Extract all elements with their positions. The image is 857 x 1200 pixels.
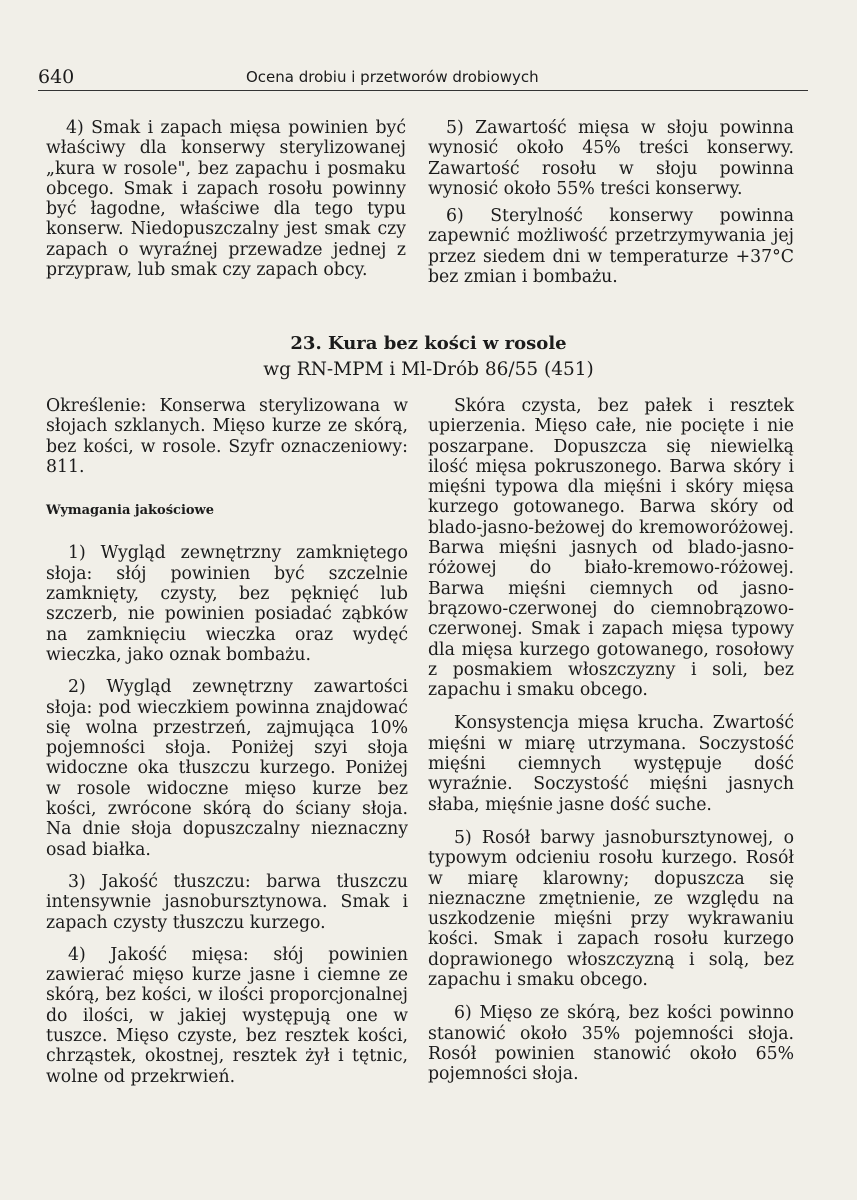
- page-header: [38, 62, 808, 91]
- requirement-4: 4) Jakość mięsa: słój powinien zawierać mięso kurze jasne i ciemne ze skórą, bez kości, w ilości proporcjonalnej do ilości, w jakiej występują one w tuszce. Mięso czyste, bez resztek kości, chrząstek, okostnej, resztek żył i tętnic, wolne od przekrwień.: [46, 944, 408, 1087]
- right-column-main: [428, 396, 794, 1085]
- section-subtitle: wg RN-MPM i Ml-Drób 86/55 (451): [263, 359, 594, 380]
- paragraph-sterility: 6) Sterylność konserwy powinna zapewnić możliwość przetrzymywania jej przez siedem dni w temperaturze +37°C bez zmian i bombażu.: [428, 206, 794, 288]
- running-title: Ocena drobiu i przetworów drobiowych: [246, 68, 539, 86]
- requirement-5: 5) Rosół barwy jasnobursztynowej, o typowym odcieniu rosołu kurzego. Rosół w miarę klarowny; dopuszcza się nieznaczne zmętnienie, ze względu na uszkodzenie mięśni przy wykrawaniu kości. Smak i zapach rosołu kurzego doprawionego włoszczyzną i solą, bez zapachu i smaku obcego.: [428, 827, 794, 991]
- left-column-main: [46, 396, 408, 1087]
- left-column-top: [46, 118, 406, 280]
- requirement-6: 6) Mięso ze skórą, bez kości powinno stanowić około 35% pojemności słoja. Rosół powinien stanowić około 65% pojemności słoja.: [428, 1003, 794, 1085]
- right-column-top: [428, 118, 794, 287]
- definition-paragraph: Określenie: Konserwa sterylizowana w słojach szklanych. Mięso kurze ze skórą, bez kości, w rosole. Szyfr oznaczeniowy: 811.: [46, 396, 408, 477]
- requirement-2: 2) Wygląd zewnętrzny zawartości słoja: pod wieczkiem powinna znajdować się wolna przestrzeń, zajmująca 10% pojemności słoja. Poniżej szyi słoja widoczne oka tłuszczu kurzego. Poniżej w rosole widoczne mięso kurze bez kości, zwrócone skórą do ściany słoja. Na dnie słoja dopuszczalny nieznaczny osad białka.: [46, 677, 408, 860]
- page-number: 640: [38, 66, 75, 88]
- requirement-1: 1) Wygląd zewnętrzny zamkniętego słoja: słój powinien być szczelnie zamknięty, czysty, bez pęknięć lub szczerb, nie powinien posiadać ząbków na zamknięciu wieczka oraz wydęć wieczka, jako oznak bombażu.: [46, 543, 408, 665]
- paragraph-taste-smell: 4) Smak i zapach mięsa powinien być właściwy dla konserwy sterylizowanej „kura w rosole", bez zapachu i posmaku obcego. Smak i zapach rosołu powinny być łagodne, właściwe dla tego typu konserw. Niedopuszczalny jest smak czy zapach o wyraźnej przewadze jednej z przypraw, lub smak czy zapach obcy.: [46, 118, 406, 281]
- section-title: 23. Kura bez kości w rosole: [290, 333, 567, 354]
- consistency-paragraph: Konsystencja mięsa krucha. Zwartość mięśni w miarę utrzymana. Soczystość mięśni ciemnych występuje dość wyraźnie. Soczystość mięśni jasnych słaba, mięśnie jasne dość suche.: [428, 713, 794, 815]
- requirements-heading: Wymagania jakościowe: [46, 503, 215, 519]
- paragraph-meat-content: 5) Zawartość mięsa w słoju powinna wynosić około 45% treści konserwy. Zawartość rosołu w słoju powinna wynosić około 55% treści konserwy.: [428, 118, 794, 199]
- requirement-4-continued: Skóra czysta, bez pałek i resztek upierzenia. Mięso całe, nie pocięte i nie poszarpane. Dopuszcza się niewielką ilość mięsa pokruszonego. Barwa skóry i mięśni typowa dla mięśni i skóry mięsa kurzego gotowanego. Barwa skóry od blado-jasno-beżowej do kremoworóżowej. Barwa mięśni jasnych od blado-jasno-różowej do biało-kremowo-różowej. Barwa mięśni ciemnych od jasno-brązowo-czerwonej do ciemnobrązowo-czerwonej. Smak i zapach mięsa typowy dla mięsa kurzego gotowanego, rosołowy z posmakiem włoszczyzny i soli, bez zapachu i smaku obcego.: [428, 396, 794, 701]
- requirement-3: 3) Jakość tłuszczu: barwa tłuszczu intensywnie jasnobursztynowa. Smak i zapach czysty tłuszczu kurzego.: [46, 871, 408, 933]
